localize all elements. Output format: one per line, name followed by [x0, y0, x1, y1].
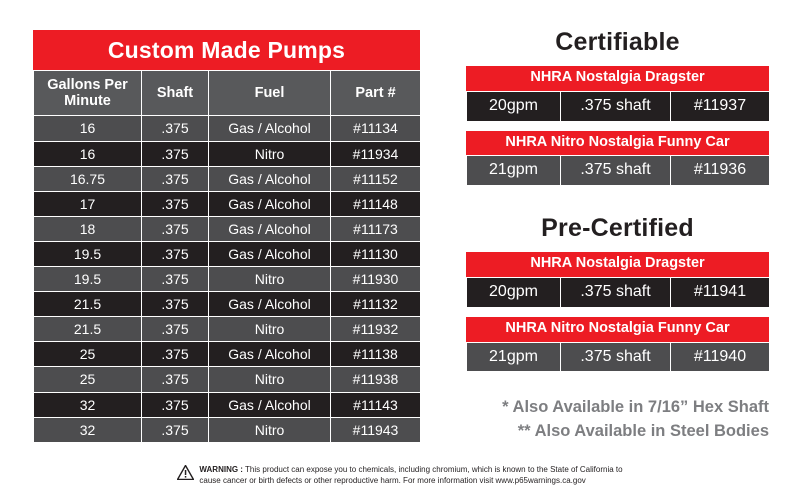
table-row: [34, 166, 421, 191]
cell-shaft: .375 shaft: [561, 156, 671, 186]
warning-label: WARNING :: [199, 465, 243, 475]
cell-gpm: 18: [34, 216, 142, 241]
cell-shaft: .375: [142, 241, 209, 266]
cell-shaft: .375: [142, 342, 209, 367]
table-row: [34, 141, 421, 166]
cell-gpm: 21.5: [34, 292, 142, 317]
cell-gpm: 19.5: [34, 267, 142, 292]
cell-part: #11134: [331, 116, 421, 141]
cell-fuel: Gas / Alcohol: [209, 392, 331, 417]
cert-band-label: NHRA Nitro Nostalgia Funny Car: [466, 131, 769, 156]
cell-fuel: Gas / Alcohol: [209, 116, 331, 141]
table-row: [467, 156, 770, 186]
column-header-fuel: Fuel: [209, 71, 331, 116]
pumps-table: [33, 70, 421, 443]
cell-gpm: 20gpm: [467, 278, 561, 308]
cell-part: #11934: [331, 141, 421, 166]
cell-part: #11940: [671, 342, 770, 372]
cell-shaft: .375: [142, 166, 209, 191]
table-row: [34, 116, 421, 141]
prop65-warning: [0, 465, 800, 487]
table-row: [467, 278, 770, 308]
custom-made-pumps-section: [33, 30, 420, 443]
cell-fuel: Gas / Alcohol: [209, 166, 331, 191]
cell-part: #11143: [331, 392, 421, 417]
cell-part: #11936: [671, 156, 770, 186]
cell-shaft: .375 shaft: [561, 342, 671, 372]
cell-shaft: .375: [142, 417, 209, 442]
custom-made-pumps-title-bar: [33, 30, 420, 70]
table-row: [34, 292, 421, 317]
cell-gpm: 25: [34, 342, 142, 367]
cell-part: #11152: [331, 166, 421, 191]
note-steel-bodies: ** Also Available in Steel Bodies: [517, 422, 769, 441]
cell-gpm: 21gpm: [467, 156, 561, 186]
certification-sections: [466, 28, 769, 444]
certifiable-group-funny-car: [466, 131, 769, 187]
cell-gpm: 16: [34, 116, 142, 141]
cell-part: #11937: [671, 91, 770, 121]
warning-text: [199, 465, 622, 487]
cell-fuel: Nitro: [209, 267, 331, 292]
availability-notes: [466, 396, 769, 444]
cell-shaft: .375 shaft: [561, 91, 671, 121]
table-row: [34, 392, 421, 417]
cell-shaft: .375: [142, 267, 209, 292]
precertified-group-funny-car: [466, 317, 769, 373]
table-row: [34, 267, 421, 292]
certifiable-heading: Certifiable: [555, 28, 680, 56]
cell-gpm: 21.5: [34, 317, 142, 342]
certifiable-group-dragster: [466, 66, 769, 122]
table-row: [34, 367, 421, 392]
pumps-table-header-row: [34, 71, 421, 116]
cell-fuel: Nitro: [209, 367, 331, 392]
warning-line-2: cause cancer or birth defects or other reproductive harm. For more information visit www.p65warnings.ca.gov: [199, 476, 586, 486]
precertified-group-dragster: [466, 252, 769, 308]
table-row: [467, 342, 770, 372]
cell-gpm: 19.5: [34, 241, 142, 266]
table-row: [34, 241, 421, 266]
cell-shaft: .375: [142, 141, 209, 166]
table-row: [467, 91, 770, 121]
cell-gpm: 20gpm: [467, 91, 561, 121]
certifiable-dragster-table: [466, 91, 770, 122]
cell-shaft: .375: [142, 191, 209, 216]
cell-part: #11130: [331, 241, 421, 266]
cell-fuel: Gas / Alcohol: [209, 191, 331, 216]
cell-gpm: 32: [34, 417, 142, 442]
cell-shaft: .375: [142, 367, 209, 392]
cell-part: #11943: [331, 417, 421, 442]
column-header-part: Part #: [331, 71, 421, 116]
cell-fuel: Nitro: [209, 141, 331, 166]
table-row: [34, 342, 421, 367]
cell-part: #11941: [671, 278, 770, 308]
cell-part: #11930: [331, 267, 421, 292]
cell-gpm: 16: [34, 141, 142, 166]
precertified-heading: Pre-Certified: [541, 214, 694, 243]
cell-shaft: .375: [142, 392, 209, 417]
cell-part: #11138: [331, 342, 421, 367]
cell-fuel: Gas / Alcohol: [209, 342, 331, 367]
cell-part: #11173: [331, 216, 421, 241]
cell-fuel: Gas / Alcohol: [209, 241, 331, 266]
cell-fuel: Gas / Alcohol: [209, 292, 331, 317]
table-row: [34, 317, 421, 342]
cell-gpm: 16.75: [34, 166, 142, 191]
cert-band-label: NHRA Nostalgia Dragster: [466, 66, 769, 91]
table-row: [34, 417, 421, 442]
cell-gpm: 25: [34, 367, 142, 392]
cell-fuel: Nitro: [209, 417, 331, 442]
precertified-funny-car-table: [466, 342, 770, 373]
warning-line-1: This product can expose you to chemicals, including chromium, which is known to the State of California to: [242, 465, 623, 475]
column-header-shaft: Shaft: [142, 71, 209, 116]
cell-part: #11938: [331, 367, 421, 392]
cell-gpm: 17: [34, 191, 142, 216]
table-row: [34, 216, 421, 241]
note-hex-shaft: * Also Available in 7/16” Hex Shaft: [502, 398, 769, 417]
precertified-dragster-table: [466, 277, 770, 308]
warning-triangle-icon: [177, 465, 194, 485]
cell-fuel: Nitro: [209, 317, 331, 342]
column-header-gallons-per-minute: Gallons Per Minute: [34, 71, 142, 116]
cell-part: #11932: [331, 317, 421, 342]
cell-shaft: .375: [142, 292, 209, 317]
cell-shaft: .375: [142, 216, 209, 241]
cell-part: #11148: [331, 191, 421, 216]
cell-gpm: 21gpm: [467, 342, 561, 372]
cell-shaft: .375: [142, 317, 209, 342]
cell-shaft: .375: [142, 116, 209, 141]
certifiable-funny-car-table: [466, 155, 770, 186]
cert-band-label: NHRA Nostalgia Dragster: [466, 252, 769, 277]
cell-shaft: .375 shaft: [561, 278, 671, 308]
cell-part: #11132: [331, 292, 421, 317]
page-title: Custom Made Pumps: [107, 36, 346, 63]
cell-gpm: 32: [34, 392, 142, 417]
cell-fuel: Gas / Alcohol: [209, 216, 331, 241]
cert-band-label: NHRA Nitro Nostalgia Funny Car: [466, 317, 769, 342]
table-row: [34, 191, 421, 216]
